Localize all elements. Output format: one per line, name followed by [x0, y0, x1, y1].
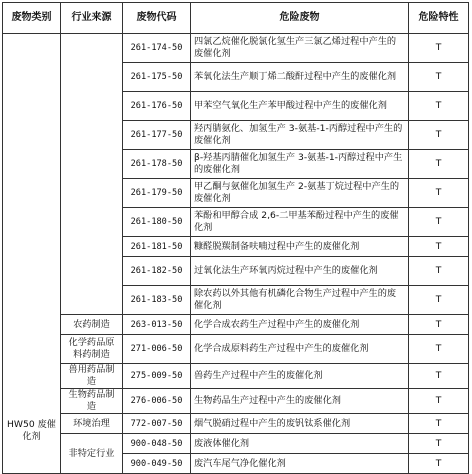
- waste-code-cell: 261-177-50: [123, 121, 191, 150]
- waste-description-cell: 化学合成农药生产过程中产生的废催化剂: [191, 315, 409, 335]
- hazard-characteristic-cell: T: [409, 179, 469, 208]
- waste-description-cell: 苯氧化法生产顺丁烯二酸酐过程中产生的废催化剂: [191, 63, 409, 92]
- hazard-characteristic-cell: T: [409, 454, 469, 474]
- hazard-characteristic-cell: T: [409, 208, 469, 237]
- hazard-characteristic-cell: T: [409, 389, 469, 414]
- hazard-characteristic-cell: T: [409, 150, 469, 179]
- waste-code-cell: 261-181-50: [123, 237, 191, 257]
- table-row: [3, 414, 469, 434]
- table-row: [3, 335, 469, 364]
- waste-description-cell: 废汽车尾气净化催化剂: [191, 454, 409, 474]
- waste-code-cell: 263-013-50: [123, 315, 191, 335]
- table-row: [3, 434, 469, 454]
- hazard-characteristic-cell: T: [409, 286, 469, 315]
- hazardous-waste-table: [2, 2, 469, 474]
- waste-description-cell: 过氧化法生产环氧丙烷过程中产生的废催化剂: [191, 257, 409, 286]
- hazard-characteristic-cell: T: [409, 63, 469, 92]
- table-row: [3, 364, 469, 389]
- waste-code-cell: 900-048-50: [123, 434, 191, 454]
- header-hazard-characteristic: 危险特性: [409, 3, 469, 34]
- waste-code-cell: 276-006-50: [123, 389, 191, 414]
- industry-source-cell: 化学药品原料药制造: [61, 335, 123, 364]
- waste-description-cell: 化学合成原料药生产过程中产生的废催化剂: [191, 335, 409, 364]
- waste-description-cell: 生物药品生产过程中产生的废催化剂: [191, 389, 409, 414]
- hazard-characteristic-cell: T: [409, 335, 469, 364]
- header-industry-source: 行业来源: [61, 3, 123, 34]
- waste-description-cell: 兽药生产过程中产生的废催化剂: [191, 364, 409, 389]
- waste-description-cell: 苯酚和甲醇合成 2,6-二甲基苯酚过程中产生的废催化剂: [191, 208, 409, 237]
- waste-code-cell: 261-175-50: [123, 63, 191, 92]
- industry-source-cell: 兽用药品制造: [61, 364, 123, 389]
- waste-description-cell: 四氯乙烷催化脱氯化氢生产三氯乙烯过程中产生的废催化剂: [191, 34, 409, 63]
- table-row: [3, 315, 469, 335]
- waste-code-cell: 261-180-50: [123, 208, 191, 237]
- hazard-characteristic-cell: T: [409, 364, 469, 389]
- waste-code-cell: 261-178-50: [123, 150, 191, 179]
- header-waste-code: 废物代码: [123, 3, 191, 34]
- waste-code-cell: 261-179-50: [123, 179, 191, 208]
- industry-source-cell: 农药制造: [61, 315, 123, 335]
- table-row: [3, 389, 469, 414]
- header-category: 废物类别: [3, 3, 61, 34]
- waste-code-cell: 261-176-50: [123, 92, 191, 121]
- waste-description-cell: 烟气脱硝过程中产生的废钒钛系催化剂: [191, 414, 409, 434]
- table-row: [3, 34, 469, 63]
- waste-description-cell: 甲乙酮与氨催化加氢生产 2-氨基丁烷过程中产生的废催化剂: [191, 179, 409, 208]
- waste-description-cell: 糠醛脱羰制备呋喃过程中产生的废催化剂: [191, 237, 409, 257]
- waste-description-cell: 废液体催化剂: [191, 434, 409, 454]
- waste-description-cell: 甲苯空气氧化生产苯甲酸过程中产生的废催化剂: [191, 92, 409, 121]
- hazard-characteristic-cell: T: [409, 34, 469, 63]
- waste-code-cell: 271-006-50: [123, 335, 191, 364]
- hazard-characteristic-cell: T: [409, 315, 469, 335]
- waste-description-cell: β-羟基丙腈催化加氢生产 3-氨基-1-丙醇过程中产生的废催化剂: [191, 150, 409, 179]
- waste-code-cell: 261-183-50: [123, 286, 191, 315]
- hazard-characteristic-cell: T: [409, 434, 469, 454]
- waste-code-cell: 772-007-50: [123, 414, 191, 434]
- hazard-characteristic-cell: T: [409, 257, 469, 286]
- industry-source-cell: 非特定行业: [61, 434, 123, 474]
- hazard-characteristic-cell: T: [409, 92, 469, 121]
- industry-source-cell: 环境治理: [61, 414, 123, 434]
- waste-code-cell: 900-049-50: [123, 454, 191, 474]
- waste-code-cell: 261-174-50: [123, 34, 191, 63]
- waste-description-cell: 羟丙腈氨化、加氢生产 3-氨基-1-丙醇过程中产生的废催化剂: [191, 121, 409, 150]
- waste-code-cell: 261-182-50: [123, 257, 191, 286]
- waste-category-cell: HW50 废催化剂: [3, 34, 61, 474]
- header-hazardous-waste: 危险废物: [191, 3, 409, 34]
- hazard-characteristic-cell: T: [409, 414, 469, 434]
- hazard-characteristic-cell: T: [409, 237, 469, 257]
- waste-code-cell: 275-009-50: [123, 364, 191, 389]
- industry-source-cell: [61, 34, 123, 315]
- waste-description-cell: 除农药以外其他有机磷化合物生产过程中产生的废催化剂: [191, 286, 409, 315]
- table-header-row: [3, 3, 469, 34]
- hazard-characteristic-cell: T: [409, 121, 469, 150]
- industry-source-cell: 生物药品制造: [61, 389, 123, 414]
